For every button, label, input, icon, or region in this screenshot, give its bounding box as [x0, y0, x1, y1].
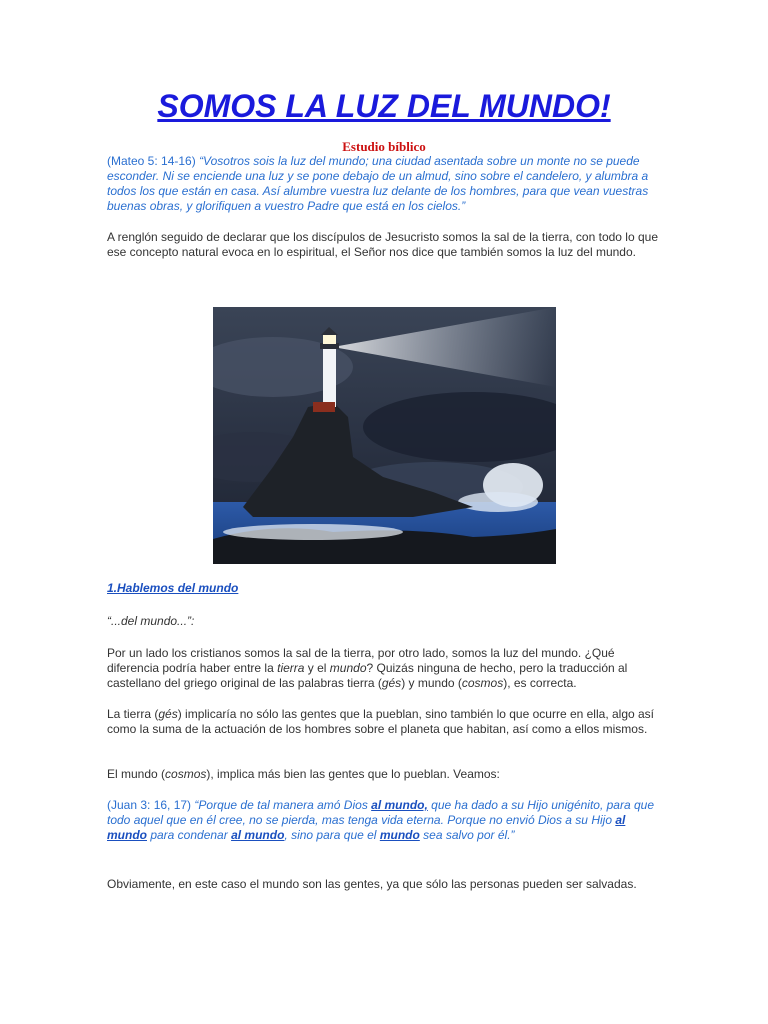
emphasis-mundo: mundo [379, 828, 420, 842]
text-segment: La tierra ( [107, 707, 159, 721]
lighthouse-illustration [213, 307, 556, 564]
text-segment: ), es correcta. [503, 676, 577, 690]
page-title: SOMOS LA LUZ DEL MUNDO! [157, 88, 611, 124]
paragraph-conclusion: Obviamente, en este caso el mundo son las gentes, ya que sólo las personas pueden ser salvadas. [107, 877, 637, 891]
verse-reference: (Mateo 5: 14-16) [107, 154, 196, 168]
word-cosmos: cosmos [461, 676, 504, 690]
paragraph-mundo-cosmos [107, 767, 662, 782]
word-ges: gés [158, 707, 178, 721]
section-heading-link[interactable]: 1.Hablemos del mundo [107, 581, 239, 595]
text-segment: ) implicaría no sólo las gentes que la pueblan, sino también lo que ocurre en ella, algo así como la suma de la actuación de los hombres sobre el planeta que habitan, así como a ellos mismos. [107, 707, 655, 736]
emphasis-al-mundo: al mundo, [371, 798, 428, 812]
section-quote: “...del mundo...”: [107, 614, 195, 628]
word-mundo: mundo [329, 661, 367, 675]
intro-paragraph: A renglón seguido de declarar que los discípulos de Jesucristo somos la sal de la tierra, con todo lo que ese concepto natural evoca en lo espiritual, el Señor nos dice que también somos la luz del mundo. [107, 230, 658, 259]
verse-mateo [107, 154, 662, 214]
word-ges: gés [381, 676, 402, 690]
lighthouse-image [213, 307, 556, 564]
text-segment: y el [304, 661, 330, 675]
verse-text: sea salvo por él.” [419, 828, 515, 842]
text-segment: ) y mundo ( [401, 676, 462, 690]
emphasis-al-mundo: al mundo [107, 813, 626, 842]
paragraph-tierra-mundo [107, 646, 662, 691]
verse-text: que ha dado a su Hijo unigénito, para que todo aquel que en él cree, no se pierda, mas tenga vida eterna. Porque no envió Dios a su Hijo [107, 798, 654, 827]
verse-text: “Porque de tal manera amó Dios [191, 798, 372, 812]
paragraph-tierra-ges [107, 707, 662, 737]
verse-text: , sino para que el [284, 828, 380, 842]
word-cosmos: cosmos [165, 767, 207, 781]
verse-juan [107, 798, 662, 843]
subtitle: Estudio bíblico [342, 139, 426, 154]
text-segment: ? Quizás ninguna de hecho, pero la traducción al castellano del griego original de las palabras tierra ( [107, 661, 628, 690]
text-segment: ), implica más bien las gentes que lo pueblan. Veamos: [206, 767, 500, 781]
verse-reference: (Juan 3: 16, 17) [107, 798, 192, 812]
text-segment: El mundo ( [107, 767, 166, 781]
verse-text: para condenar [147, 828, 232, 842]
verse-text: “Vosotros sois la luz del mundo; una ciudad asentada sobre un monte no se puede esconder. Ni se enciende una luz y se pone debajo de un almud, sino sobre el candelero, y alumbra a todos los que están en casa. Así alumbre vuestra luz delante de los hombres, para que vean vuestras buenas obras, y glorifiquen a vuestro Padre que está en los cielos.” [107, 154, 649, 213]
text-segment: Por un lado los cristianos somos la sal de la tierra, por otro lado, somos la luz del mundo. ¿Qué diferencia podría haber entre la [107, 646, 615, 675]
emphasis-al-mundo: al mundo [231, 828, 285, 842]
word-tierra: tierra [277, 661, 305, 675]
